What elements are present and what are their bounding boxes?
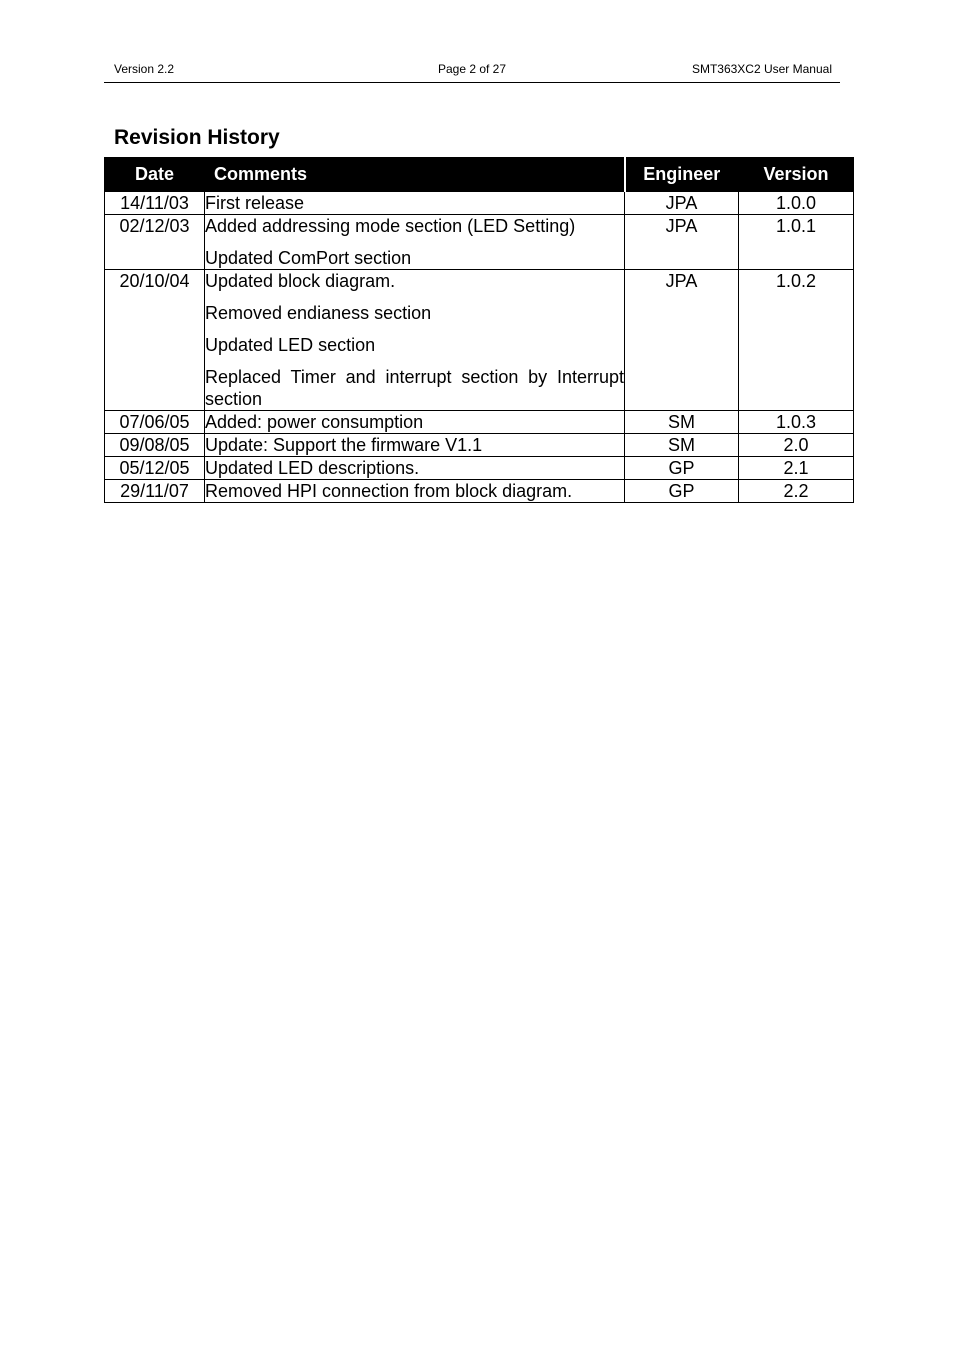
cell-version: 2.2 [739, 480, 854, 503]
cell-date: 14/11/03 [105, 192, 205, 215]
table-row [105, 434, 854, 457]
table-header-row [105, 158, 854, 192]
table-row [105, 411, 854, 434]
comment-line: Added: power consumption [205, 412, 424, 432]
table-row [105, 192, 854, 215]
cell-engineer: GP [625, 480, 739, 503]
header-page-number: Page 2 of 27 [437, 62, 507, 76]
cell-engineer: JPA [625, 215, 739, 270]
table-row [105, 480, 854, 503]
comment-line: Updated LED section [205, 335, 376, 355]
cell-date: 05/12/05 [105, 457, 205, 480]
cell-comments [205, 215, 625, 270]
cell-engineer: GP [625, 457, 739, 480]
column-header-comments: Comments [205, 158, 625, 192]
comment-line: Updated block diagram. [205, 271, 396, 291]
table-row [105, 457, 854, 480]
table-body [105, 192, 854, 503]
page-header [104, 58, 840, 83]
table-row [105, 215, 854, 270]
cell-date: 07/06/05 [105, 411, 205, 434]
comment-line: First release [205, 193, 305, 213]
cell-engineer: SM [625, 411, 739, 434]
comment-line: Update: Support the firmware V1.1 [205, 435, 483, 455]
cell-engineer: JPA [625, 192, 739, 215]
cell-version: 1.0.1 [739, 215, 854, 270]
section-title: Revision History [114, 126, 280, 149]
revision-history-table [104, 157, 854, 503]
cell-comments [205, 457, 625, 480]
cell-version: 1.0.3 [739, 411, 854, 434]
cell-date: 09/08/05 [105, 434, 205, 457]
cell-engineer: SM [625, 434, 739, 457]
column-header-engineer: Engineer [625, 158, 739, 192]
cell-date: 29/11/07 [105, 480, 205, 503]
table-row [105, 270, 854, 411]
comment-line: Updated LED descriptions. [205, 458, 420, 478]
header-version: Version 2.2 [114, 62, 175, 76]
cell-date: 20/10/04 [105, 270, 205, 411]
comment-line: Replaced Timer and interrupt section by Interrupt section [205, 367, 624, 409]
cell-version: 1.0.2 [739, 270, 854, 411]
cell-version: 1.0.0 [739, 192, 854, 215]
comment-line: Removed HPI connection from block diagram. [205, 481, 573, 501]
comment-line: Removed endianess section [205, 303, 432, 323]
comment-line: Added addressing mode section (LED Setting) [205, 216, 576, 236]
header-manual-title: SMT363XC2 User Manual [691, 62, 832, 76]
cell-comments [205, 480, 625, 503]
cell-engineer: JPA [625, 270, 739, 411]
cell-comments [205, 411, 625, 434]
cell-version: 2.1 [739, 457, 854, 480]
cell-date: 02/12/03 [105, 215, 205, 270]
cell-version: 2.0 [739, 434, 854, 457]
column-header-date: Date [105, 158, 205, 192]
cell-comments [205, 270, 625, 411]
cell-comments [205, 192, 625, 215]
cell-comments [205, 434, 625, 457]
column-header-version: Version [739, 158, 854, 192]
comment-line: Updated ComPort section [205, 248, 412, 268]
